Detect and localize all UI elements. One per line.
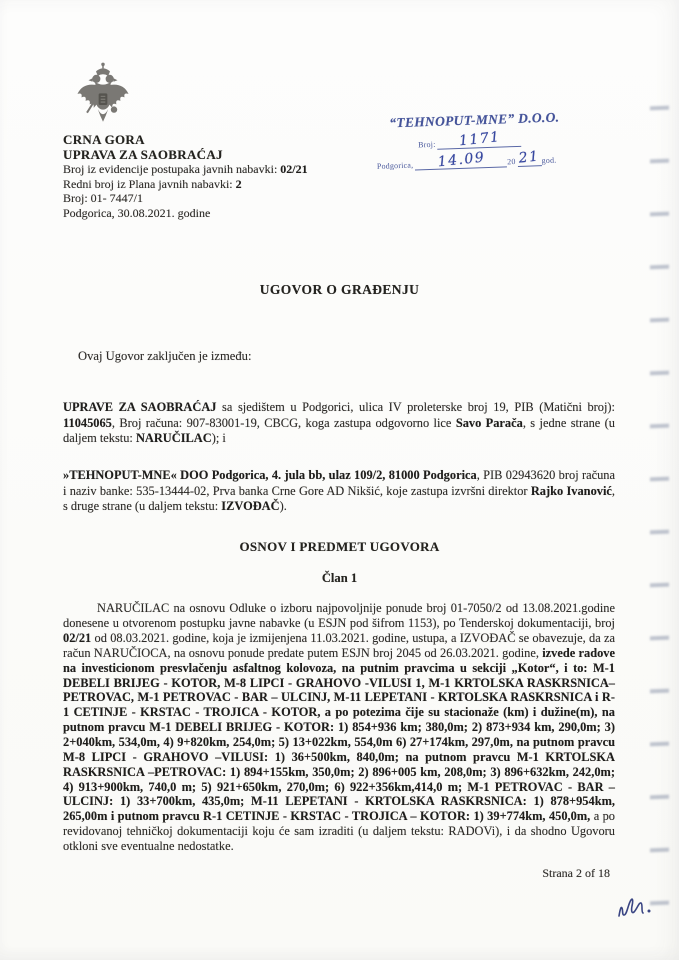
stamp-city-label: Podgorica, <box>376 160 414 171</box>
document-title: UGOVOR O GRAĐENJU <box>259 282 420 297</box>
party-paragraph-izvodjac: »TEHNOPUT-MNE« DOO Podgorica, 4. jula bb, ulaz 109/2, 81000 Podgorica, PIB 02943620 broj računa i naziv banke: 535-13444-02, Prva banka Crne Gore AD Nikšić, koje zastupa izvršni direktor Rajko Ivanović, s druge strane (u daljem tekstu: IZVOĐAČ). <box>63 468 616 513</box>
coat-of-arms-icon <box>74 60 132 136</box>
party-paragraph-narucilac: UPRAVE ZA SAOBRAĆAJ sa sjedištem u Podgorici, ulica IV proleterske broj 19, PIB (Matični broj): 11045065, Broj računa: 907-83001-19, CBCG, koga zastupa odgovorno lice Savo Parača, s jedne strane (u daljem tekstu: NARUČILAC); i <box>63 400 616 445</box>
intro-line: Ovaj Ugovor zaključen je između: <box>78 348 252 363</box>
stamp-broj-label: Broj: <box>417 139 436 150</box>
stamp-year-suffix: god. <box>541 155 557 166</box>
section-heading: OSNOV I PREDMET UGOVORA <box>239 539 440 554</box>
procurement-register-number: Broj iz evidencije postupaka javnih nabavki: 02/21 <box>63 162 308 177</box>
place-and-date: Podgorica, 30.08.2021. godine <box>63 205 211 220</box>
agency-name: UPRAVA ZA SAOBRAĆAJ <box>63 146 223 162</box>
stamp-date-row <box>376 148 585 172</box>
document-number: Broj: 01- 7447/1 <box>63 191 143 206</box>
stamp-year-field: 21 <box>518 148 541 167</box>
stamp-year-prefix: 20 <box>507 157 516 167</box>
handwritten-initial-icon <box>616 888 662 933</box>
stamp-date-field: 14.09 <box>415 150 508 170</box>
company-stamp <box>376 109 586 172</box>
stamp-number-field: 1171 <box>437 130 522 150</box>
letterhead <box>63 133 308 221</box>
page-number: Strana 2 of 18 <box>542 866 610 880</box>
stamp-company-name: “TEHNOPUT-MNE” D.O.O. <box>389 109 560 131</box>
article-heading: Član 1 <box>321 571 358 585</box>
article-1-paragraph: NARUČILAC na osnovu Odluke o izboru najpovoljnije ponude broj 01-7050/2 od 13.08.2021.godine donesene u otvorenom postupku javne nabavke (u ESJN pod šifrom 1153), po Tenderskoj dokumentaciji, broj 02/21 od 08.03.2021. godine, koja je izmijenjena 11.03.2021. godine, ustupa, a IZVOĐAČ se obavezuje, da za račun NARUČIOCA, na osnovu ponude predate putem ESJN broj 2045 od 26.03.2021. godine, izvede radove na investicionom presvlačenju asfaltnog kolovoza, na putnim pravcima u sekciji „Kotor“, i to: M-1 DEBELI BRIJEG - KOTOR, M-8 LIPCI - GRAHOVO -VILUSI 1, M-1 KRTOLSKA RASKRSNICA–PETROVAC, M-1 PETROVAC - BAR – ULCINJ, M-11 LEPETANI - KRTOLSKA RASKRSNICA i R-1 CETINJE - KRSTAC - TROJICA - KOTOR, a po potezima čije su stacionaže (km) i dužine(m), na putnom pravcu M-1 DEBELI BRIJEG - KOTOR: 1) 854+936 km; 380,0m; 2) 873+934 km, 290,0m; 3) 2+040km, 534,0m, 4) 9+820km, 254,0m; 5) 13+022km, 554,0m 6) 27+174km, 297,0m, na putnom pravcu M-8 LIPCI - GRAHOVO –VILUSI: 1) 36+500km, 840,0m; na putnom pravcu M-1 KRTOLSKA RASKRSNICA –PETROVAC: 1) 894+155km, 350,0m; 2) 896+005 km, 208,0m; 3) 896+632km, 242,0m; 4) 913+900km, 740,0 m; 5) 921+650km, 270,0m; 6) 922+356km,414,0 m; M-1 PETROVAC - BAR – ULCINJ: 1) 33+700km, 435,0m; M-11 LEPETANI - KRTOLSKA RASKRSNICA: 1) 878+954km, 265,00m i putnom pravcu R-1 CETINJE - KRSTAC - TROJICA – KOTOR: 1) 39+774km, 450,0m, a po revidovanoj tehničkoj dokumentaciji koju će sam izraditi (u daljem tekstu: RADOVi), i da shodno Ugovoru otkloni sve eventualne nedostatke. <box>63 601 616 853</box>
procurement-plan-number: Redni broj iz Plana javnih nabavki: 2 <box>63 176 242 191</box>
binding-marks-icon <box>650 58 669 925</box>
country-name: CRNA GORA <box>63 132 145 147</box>
